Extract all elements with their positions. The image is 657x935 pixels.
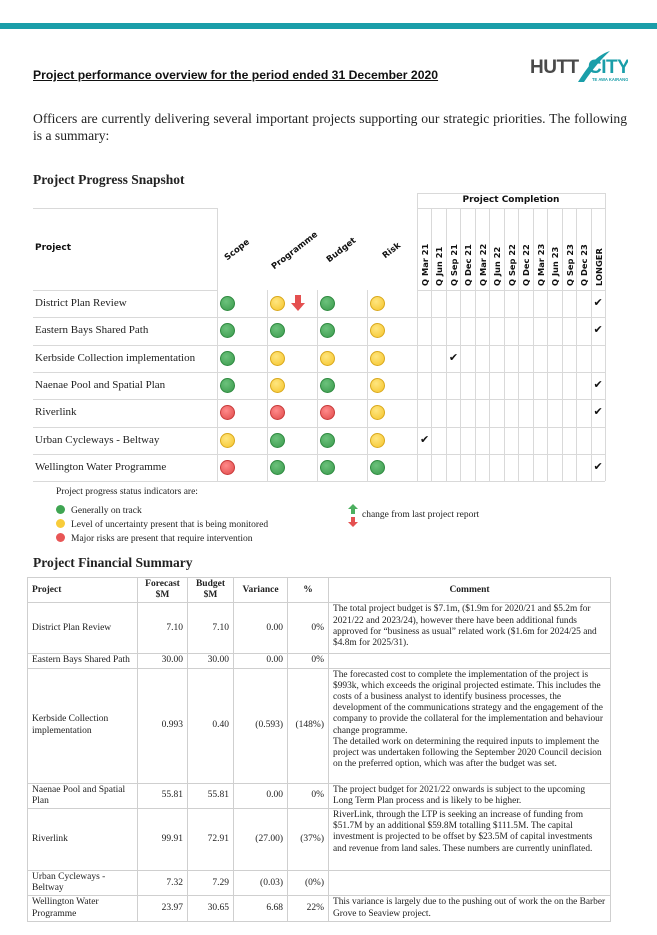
col-comment: Comment [329, 578, 611, 603]
financial-row [28, 783, 611, 808]
financial-budget-cell: 7.29 [188, 871, 234, 896]
completion-check-icon: ✔ [593, 405, 603, 419]
intro-paragraph: Officers are currently delivering several important projects supporting our strategic priorities. The following is a summary: [33, 111, 627, 143]
completion-column-header [460, 208, 474, 290]
financial-variance-cell: (27.00) [234, 809, 288, 871]
completion-column-header [533, 208, 547, 290]
svg-text:CITY: CITY [588, 57, 628, 78]
financial-row [28, 896, 611, 921]
completion-column-header [518, 208, 532, 290]
col-budget: Budget $M [188, 578, 234, 603]
completion-column-label: Q Mar 22 [477, 243, 488, 286]
scope-red-status-icon [220, 405, 235, 420]
project-completion-header: Project Completion [462, 195, 560, 205]
snapshot-project-name: District Plan Review [35, 297, 127, 309]
status-legend [56, 487, 556, 549]
financial-budget-cell: 7.10 [188, 603, 234, 654]
grid-line [217, 208, 218, 290]
financial-project-cell: District Plan Review [28, 603, 138, 654]
financial-project-cell: Eastern Bays Shared Path [28, 654, 138, 668]
completion-check-icon: ✔ [593, 377, 603, 391]
financial-comment-cell [329, 896, 611, 921]
change-label: change from last project report [362, 510, 480, 520]
snapshot-project-name: Naenae Pool and Spatial Plan [35, 378, 166, 391]
financial-forecast-cell: 0.993 [138, 668, 188, 783]
completion-column-label: Q Sep 23 [564, 244, 575, 286]
financial-comment-cell [329, 668, 611, 783]
risk-green-status-icon [370, 460, 385, 475]
comment-text: The project budget for 2021/22 onwards is subject to the upcoming Long Term Plan process and is likely to be higher. [333, 784, 586, 806]
risk-header: Risk [380, 240, 403, 261]
financial-summary-table [27, 577, 611, 922]
financial-budget-cell: 30.65 [188, 896, 234, 921]
snapshot-project-header: Project [35, 243, 72, 253]
financial-pct-cell: (37%) [288, 809, 329, 871]
project-progress-snapshot-table [33, 193, 605, 481]
programme-amber-status-icon [270, 296, 285, 311]
col-variance: Variance [234, 578, 288, 603]
completion-column-header [446, 208, 460, 290]
budget-green-status-icon [320, 296, 335, 311]
comment-text: RiverLink, through the LTP is seeking an increase of funding from $51.7M by an additional $59.8M totalling $111.5M. The capital investment is projected to be offset by $23.5M of capital investments and revenue from land sales. These numbers are currently uninflated. [333, 810, 593, 854]
financial-variance-cell: 0.00 [234, 783, 288, 808]
snapshot-project-name: Wellington Water Programme [35, 460, 167, 473]
completion-check-icon: ✔ [420, 432, 430, 446]
completion-column-label: Q Jun 21 [434, 246, 445, 286]
completion-column-header [504, 208, 518, 290]
legend-intro: Project progress status indicators are: [56, 487, 198, 497]
risk-amber-status-icon [370, 433, 385, 448]
grid-line [417, 193, 605, 194]
comment-text: The detailed work on determining the required inputs to implement the project was undertaken following the September 2020 Council decision on the preferred option, which was after the budget was set. [333, 736, 602, 770]
financial-forecast-cell: 30.00 [138, 654, 188, 668]
financial-row [28, 668, 611, 783]
scope-green-status-icon [220, 296, 235, 311]
budget-red-status-icon [320, 405, 335, 420]
col-forecast: Forecast $M [138, 578, 188, 603]
scope-green-status-icon [220, 323, 235, 338]
programme-green-status-icon [270, 433, 285, 448]
grid-line [33, 427, 605, 428]
grid-line [33, 372, 605, 373]
budget-green-status-icon [320, 378, 335, 393]
financial-forecast-cell: 99.91 [138, 809, 188, 871]
completion-column-label: LONGER [593, 248, 604, 286]
financial-variance-cell: 6.68 [234, 896, 288, 921]
comment-text: The forecasted cost to complete the implementation of the project is $993k, which exceeds the original projected estimate. This includes the costs of a business analyst to identify business processes, the development of the communications strategy and the engagement of the company to provide the collateral for the implementation and behaviour change programme. [333, 669, 603, 736]
financial-comment-cell [329, 603, 611, 654]
completion-column-label: Q Dec 21 [463, 244, 474, 286]
completion-column-label: Q Dec 22 [521, 244, 532, 286]
grid-line [33, 317, 605, 318]
svg-text:TE AWA KAIRANGI: TE AWA KAIRANGI [592, 77, 628, 82]
completion-column-header [431, 208, 445, 290]
col-percent: % [288, 578, 329, 603]
legend-label: Level of uncertainty present that is being monitored [71, 520, 269, 530]
grid-line [33, 399, 605, 400]
completion-check-icon: ✔ [448, 350, 459, 364]
svg-text:HUTT: HUTT [530, 57, 579, 78]
completion-column-label: Q Dec 23 [579, 244, 590, 286]
grid-line [267, 290, 268, 481]
grid-line [367, 290, 368, 481]
financial-row [28, 809, 611, 871]
snapshot-project-name: Eastern Bays Shared Path [35, 324, 149, 337]
financial-pct-cell: 0% [288, 654, 329, 668]
financial-comment-cell [329, 654, 611, 668]
financial-pct-cell: 0% [288, 783, 329, 808]
grid-line [605, 193, 606, 481]
snapshot-project-name: Urban Cycleways - Beltway [35, 433, 160, 446]
financial-project-cell: Kerbside Collection implementation [28, 668, 138, 783]
programme-header: Programme [269, 229, 320, 272]
scope-header: Scope [222, 237, 252, 263]
snapshot-project-name: Riverlink [35, 406, 77, 419]
completion-column-label: Q Mar 21 [420, 243, 430, 286]
scope-green-status-icon [220, 378, 235, 393]
risk-amber-status-icon [370, 351, 385, 366]
financial-pct-cell: (148%) [288, 668, 329, 783]
financial-variance-cell: 0.00 [234, 603, 288, 654]
financial-project-cell: Naenae Pool and Spatial Plan [28, 783, 138, 808]
programme-red-status-icon [270, 405, 285, 420]
amber-status-icon [56, 519, 65, 528]
financial-row [28, 871, 611, 896]
snapshot-project-name: Kerbside Collection implementation [35, 351, 196, 364]
financial-project-cell: Wellington Water Programme [28, 896, 138, 921]
risk-amber-status-icon [370, 378, 385, 393]
grid-line [33, 208, 217, 209]
financial-forecast-cell: 7.32 [138, 871, 188, 896]
programme-amber-status-icon [270, 351, 285, 366]
completion-column-header [591, 208, 605, 290]
comment-text: This variance is largely due to the pushing out of work the on the Barber Grove to Seaview project. [333, 897, 606, 919]
risk-amber-status-icon [370, 296, 385, 311]
financial-project-cell: Riverlink [28, 809, 138, 871]
completion-column-header [576, 208, 590, 290]
budget-amber-status-icon [320, 351, 335, 366]
snapshot-heading: Project Progress Snapshot [33, 172, 185, 187]
completion-check-icon: ✔ [593, 459, 603, 473]
financial-row [28, 603, 611, 654]
budget-green-status-icon [320, 323, 335, 338]
completion-check-icon: ✔ [593, 323, 603, 337]
completion-column-header [475, 208, 489, 290]
legend-item-amber [56, 519, 268, 530]
financial-comment-cell [329, 809, 611, 871]
scope-red-status-icon [220, 460, 235, 475]
red-status-icon [56, 533, 65, 542]
grid-line [33, 481, 605, 482]
green-status-icon [56, 505, 65, 514]
financial-forecast-cell: 23.97 [138, 896, 188, 921]
scope-amber-status-icon [220, 433, 235, 448]
financial-budget-cell: 0.40 [188, 668, 234, 783]
programme-green-status-icon [270, 460, 285, 475]
programme-amber-status-icon [270, 378, 285, 393]
financial-pct-cell: 0% [288, 603, 329, 654]
financial-heading: Project Financial Summary [33, 555, 193, 570]
grid-line [217, 290, 218, 481]
financial-budget-cell: 55.81 [188, 783, 234, 808]
grid-line [317, 290, 318, 481]
completion-column-header [489, 208, 503, 290]
header-accent-bar [0, 23, 657, 29]
grid-line [33, 345, 605, 346]
financial-variance-cell: (0.593) [234, 668, 288, 783]
arrow-down-icon [291, 295, 305, 311]
financial-comment-cell [329, 871, 611, 896]
page-title: Project performance overview for the period ended 31 December 2020 [33, 68, 439, 82]
legend-item-green [56, 505, 142, 516]
budget-header: Budget [324, 235, 359, 265]
financial-forecast-cell: 7.10 [138, 603, 188, 654]
financial-pct-cell: 22% [288, 896, 329, 921]
grid-line [33, 290, 217, 291]
completion-column-label: Q Jun 22 [492, 246, 503, 286]
grid-line [33, 454, 605, 455]
completion-column-label: Q Sep 22 [506, 244, 517, 286]
completion-column-header [547, 208, 561, 290]
change-arrows-icon [348, 504, 358, 528]
financial-row [28, 654, 611, 668]
risk-amber-status-icon [370, 323, 385, 338]
financial-header-row [28, 578, 611, 603]
financial-budget-cell: 72.91 [188, 809, 234, 871]
risk-amber-status-icon [370, 405, 385, 420]
financial-project-cell: Urban Cycleways - Beltway [28, 871, 138, 896]
completion-column-label: Q Sep 21 [448, 244, 459, 286]
legend-label: Major risks are present that require intervention [71, 534, 253, 544]
budget-green-status-icon [320, 433, 335, 448]
financial-budget-cell: 30.00 [188, 654, 234, 668]
completion-column-label: Q Mar 23 [535, 243, 546, 286]
financial-variance-cell: 0.00 [234, 654, 288, 668]
comment-text: The total project budget is $7.1m, ($1.9m for 2020/21 and $5.2m for 2021/22 and 2023/24), however there have been additional funds approved for “business as usual” related work ($1.6m for 2024/25 and $4.8m for 2025/31). [333, 604, 597, 649]
legend-item-red [56, 533, 253, 544]
completion-column-header [562, 208, 576, 290]
completion-column-label: Q Jun 23 [550, 246, 561, 286]
budget-green-status-icon [320, 460, 335, 475]
financial-forecast-cell: 55.81 [138, 783, 188, 808]
completion-check-icon: ✔ [593, 296, 603, 309]
financial-comment-cell [329, 783, 611, 808]
completion-column-header [417, 208, 431, 290]
legend-label: Generally on track [71, 506, 142, 516]
col-project: Project [28, 578, 138, 603]
scope-green-status-icon [220, 351, 235, 366]
financial-variance-cell: (0.03) [234, 871, 288, 896]
hutt-city-logo [528, 46, 628, 86]
programme-green-status-icon [270, 323, 285, 338]
financial-pct-cell: (0%) [288, 871, 329, 896]
